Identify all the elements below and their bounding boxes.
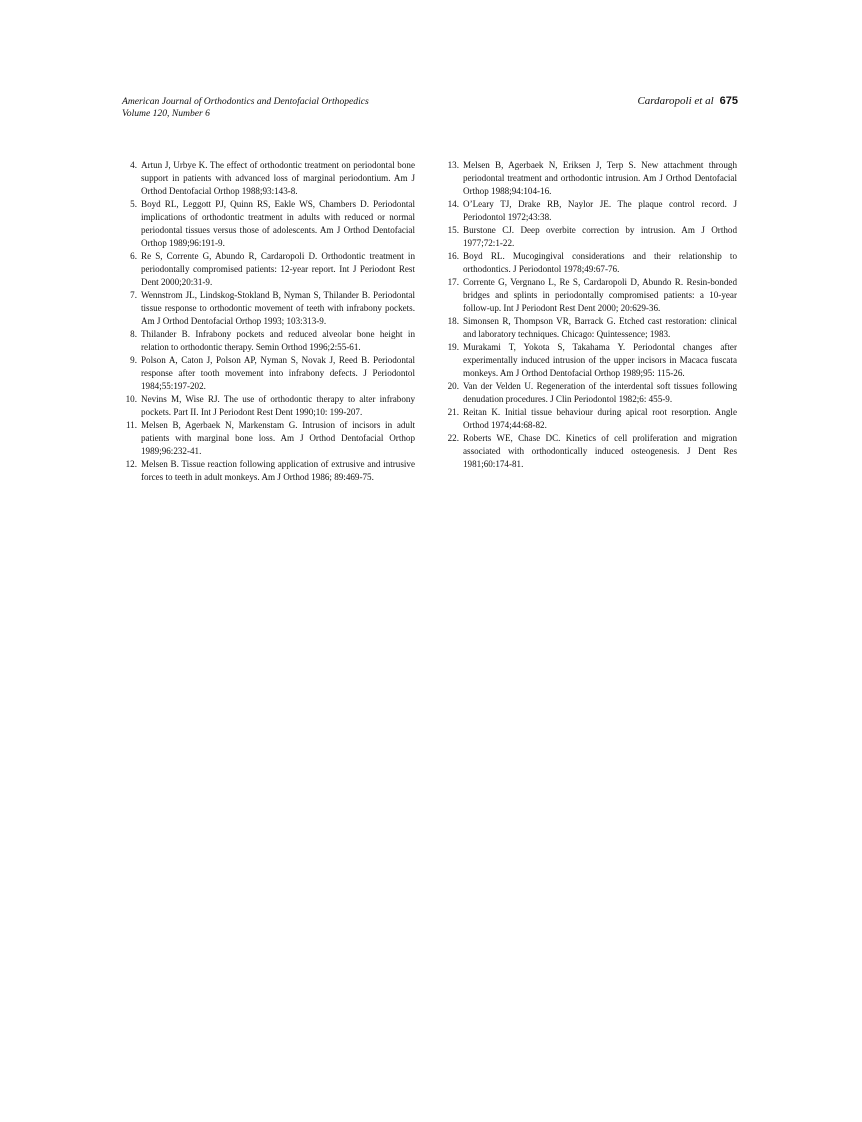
reference-item (444, 276, 737, 315)
reference-number: 13. (447, 160, 459, 170)
reference-item (444, 224, 737, 250)
reference-number: 15. (447, 225, 459, 235)
reference-item (122, 159, 415, 198)
running-head-authors: Cardaropoli et al (637, 95, 714, 107)
reference-number: 5. (130, 199, 137, 209)
reference-text: Nevins M, Wise RJ. The use of orthodontic therapy to alter infrabony pockets. Part II. Int J Periodont Rest Dent 1990;10: 199-207. (141, 394, 415, 417)
reference-number: 11. (125, 420, 137, 430)
running-head (637, 95, 738, 107)
journal-title: American Journal of Orthodontics and Dentofacial Orthopedics (122, 96, 369, 107)
reference-item (444, 406, 737, 432)
reference-item (444, 198, 737, 224)
journal-volume: Volume 120, Number 6 (122, 108, 210, 119)
reference-list-left (122, 159, 415, 484)
reference-item (444, 380, 737, 406)
reference-item (444, 432, 737, 471)
reference-number: 17. (447, 277, 459, 287)
reference-text: Re S, Corrente G, Abundo R, Cardaropoli D. Orthodontic treatment in periodontally compromised patients: 12-year report. Int J Periodont Rest Dent 2000;20:31-9. (141, 251, 415, 287)
reference-number: 12. (125, 459, 137, 469)
reference-number: 9. (130, 355, 137, 365)
reference-number: 8. (130, 329, 137, 339)
reference-list-right (444, 159, 737, 471)
reference-text: Thilander B. Infrabony pockets and reduced alveolar bone height in relation to orthodontic therapy. Semin Orthod 1996;2:55-61. (141, 329, 415, 352)
reference-item (444, 315, 737, 341)
reference-text: Wennstrom JL, Lindskog-Stokland B, Nyman S, Thilander B. Periodontal tissue response to orthodontic movement of teeth with infrabony pockets. Am J Orthod Dentofacial Orthop 1993; 103:313-9. (141, 290, 415, 326)
reference-text: Artun J, Urbye K. The effect of orthodontic treatment on periodontal bone support in patients with advanced loss of marginal periodontium. Am J Orthod Dentofacial Orthop 1988;93:143-8. (141, 160, 415, 196)
reference-text: Polson A, Caton J, Polson AP, Nyman S, Novak J, Reed B. Periodontal response after tooth movement into infrabony defects. J Periodontol 1984;55:197-202. (141, 355, 415, 391)
reference-number: 7. (130, 290, 137, 300)
reference-number: 6. (130, 251, 137, 261)
reference-text: Boyd RL, Leggott PJ, Quinn RS, Eakle WS, Chambers D. Periodontal implications of orthodontic treatment in adults with reduced or normal periodontal tissues versus those of adolescents. Am J Orthod Dentofacial Orthop 1989;96:191-9. (141, 199, 415, 248)
reference-item (444, 341, 737, 380)
reference-item (444, 250, 737, 276)
reference-item (122, 419, 415, 458)
reference-number: 20. (447, 381, 459, 391)
reference-text: Van der Velden U. Regeneration of the interdental soft tissues following denudation procedures. J Clin Periodontol 1982;6: 455-9. (463, 381, 737, 404)
reference-text: Roberts WE, Chase DC. Kinetics of cell proliferation and migration associated with orthodontically induced osteogenesis. J Dent Res 1981;60:174-81. (463, 433, 737, 469)
reference-item (122, 393, 415, 419)
reference-item (122, 198, 415, 250)
reference-text: Reitan K. Initial tissue behaviour during apical root resorption. Angle Orthod 1974;44:68-82. (463, 407, 737, 430)
reference-item (122, 328, 415, 354)
reference-number: 19. (447, 342, 459, 352)
reference-item (122, 289, 415, 328)
reference-number: 18. (447, 316, 459, 326)
reference-text: Burstone CJ. Deep overbite correction by intrusion. Am J Orthod 1977;72:1-22. (463, 225, 737, 248)
reference-text: Boyd RL. Mucogingival considerations and their relationship to orthodontics. J Periodontol 1978;49:67-76. (463, 251, 737, 274)
reference-text: Murakami T, Yokota S, Takahama Y. Periodontal changes after experimentally induced intrusion of the upper incisors in Macaca fuscata monkeys. Am J Orthod Dentofacial Orthop 1989;95: 115-26. (463, 342, 737, 378)
reference-item (122, 250, 415, 289)
reference-number: 22. (447, 433, 459, 443)
reference-number: 21. (447, 407, 459, 417)
journal-header (122, 96, 369, 120)
reference-text: O’Leary TJ, Drake RB, Naylor JE. The plaque control record. J Periodontol 1972;43:38. (463, 199, 737, 222)
reference-text: Corrente G, Vergnano L, Re S, Cardaropoli D, Abundo R. Resin-bonded bridges and splints in periodontally compromised patients: a 10-year follow-up. Int J Periodont Rest Dent 2000; 20:629-36. (463, 277, 737, 313)
reference-text: Simonsen R, Thompson VR, Barrack G. Etched cast restoration: clinical and laboratory techniques. Chicago: Quintessence; 1983. (463, 316, 737, 339)
reference-text: Melsen B, Agerbaek N, Markenstam G. Intrusion of incisors in adult patients with marginal bone loss. Am J Orthod Dentofacial Orthop 1989;96:232-41. (141, 420, 415, 456)
page-number: 675 (719, 95, 738, 107)
reference-item (444, 159, 737, 198)
reference-text: Melsen B. Tissue reaction following application of extrusive and intrusive forces to teeth in adult monkeys. Am J Orthod 1986; 89:469-75. (141, 459, 415, 482)
reference-number: 16. (447, 251, 459, 261)
reference-item (122, 354, 415, 393)
reference-number: 4. (130, 160, 137, 170)
reference-number: 14. (447, 199, 459, 209)
reference-number: 10. (125, 394, 137, 404)
reference-item (122, 458, 415, 484)
reference-text: Melsen B, Agerbaek N, Eriksen J, Terp S. New attachment through periodontal treatment and orthodontic intrusion. Am J Orthod Dentofacial Orthop 1988;94:104-16. (463, 160, 737, 196)
